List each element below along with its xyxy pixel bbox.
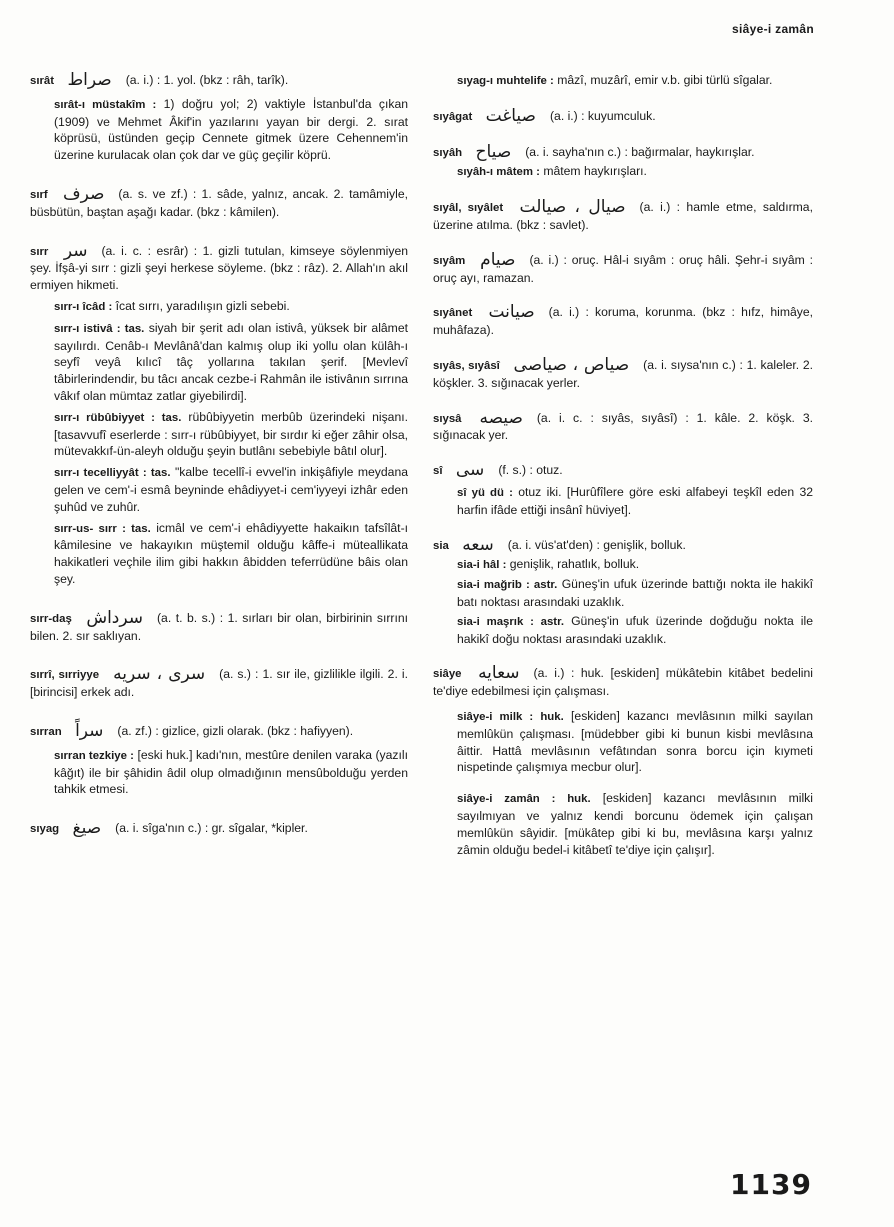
dictionary-entry [30,720,408,741]
dictionary-entry [30,409,408,460]
dictionary-entry [433,407,814,445]
right-column [433,72,813,858]
entry-definition: [eskiden] kazancı mevlâsının milki sayılmıyan ve yalnız kendi borcunu ödemek için çalışan memlûkün sâyidir. [mükâtep gibi ki bu, mevlâsına karşı yalnız zâmin olduğu bedel-i kitâbetî te'diye için çalışır]. [457,791,813,857]
dictionary-entry [30,96,408,164]
dictionary-entry [433,484,813,519]
entry-headword: sırran tezkiye : [54,749,134,762]
entry-arabic-script: صيام [480,249,516,270]
entry-definition: (a. s. ve zf.) : 1. sâde, yalnız, ancak. 2. tamâmiyle, büsbütün, baştan aşağı kadar. (bkz : kâmilen). [30,186,408,219]
dictionary-entry [30,183,408,221]
entry-arabic-script: صياح [475,141,512,162]
dictionary-entry [433,556,813,574]
entry-definition: [eski huk.] kadı'nın, mestûre denilen varaka (yazılı kâğıt) ile bir şâhidin âdil olup olmadığının mensûbolduğu yerden tahkik etmesi. [54,747,409,797]
entry-definition: Güneş'in ufuk üzerinde doğduğu nokta ile hakikî doğu noktası arasındaki uzaklık. [457,613,813,646]
entry-headword: siâye [433,668,462,681]
dictionary-entry [30,747,408,798]
entry-arabic-script: سرداش [86,607,143,628]
dictionary-entry [30,820,408,838]
entry-headword: sırf [30,188,48,201]
dictionary-entry [433,199,813,234]
entry-definition: (a. i.) : 1. yol. (bkz : râh, tarîk). [125,73,289,87]
entry-headword: sıyâm [433,254,466,267]
dictionary-entry [433,462,813,480]
entry-definition: rübûbiyyetin merbûb üzerindeki nişanı. [tasavvufî eserlerde : sırr-ı rübûbiyyet, bir sırdır ki eğer zâhir olsa, mütevakkıf-ün-aleyh olduğu şeyin butlânı sebebiyle bâtıl olur]. [54,409,408,459]
entry-headword: sırr-ı tecelliyyât : tas. [54,467,171,480]
entry-definition: genişlik, rahatlık, bolluk. [509,557,640,572]
dictionary-entry [433,708,813,776]
dictionary-entry [433,613,813,648]
entry-arabic-script: سر [63,240,88,261]
entry-definition: (a. i. vüs'at'den) : genişlik, bolluk. [507,537,686,552]
entry-arabic-script: سعايه [478,663,520,684]
entry-headword: sırât [30,75,55,87]
entry-definition: mâzî, muzârî, emir v.b. gibi türlü sîgalar. [557,73,773,87]
entry-headword: sıyâh-ı mâtem : [457,166,540,179]
entry-arabic-script: صياص ، صياصى [513,354,630,375]
dictionary-entry [30,520,408,588]
entry-arabic-script: صيانت [488,302,535,323]
dictionary-entry [433,576,813,611]
entry-headword: sıyag [30,823,60,836]
entry-definition: (a. i.) : hamle etme, saldırma, üzerine atılma. (bkz : savlet). [433,200,813,232]
entry-headword: sırr [30,245,49,258]
entry-definition: îcat sırrı, yaradılışın gizli sebebi. [115,298,290,313]
entry-headword: sıyânet [433,307,473,320]
entry-headword: sırr-ı rübûbiyyet : tas. [54,411,182,424]
entry-arabic-script: صيال ، صيالت [519,197,626,218]
entry-definition: icmâl ve cem'-i ehâdiyyette hakaikın tafsîlât-ı kâmilesine ve hakayıkın müştemil olduğu kâffe-i müteallikata hakikatleri veçhile ilim gibi hakkın âbidden teferrüdüne bâis olan şey. [54,520,409,586]
entry-headword: sia-i mağrib : astr. [457,579,558,592]
entry-definition: (a. i.) : kuyumculuk. [549,108,656,123]
entry-arabic-script: صراط [67,70,112,90]
dictionary-entry [433,141,813,162]
dictionary-entry [433,304,813,339]
entry-headword: sıysâ [433,412,462,425]
left-column [30,72,408,838]
entry-headword: sıyâs, sıyâsî [433,359,500,372]
entry-definition: siyah bir şerit adı olan istivâ, yüksek bir alâmet sayılırdı. Cenâb-ı Mevlânâ'dan kalmış olup iki yollu olan külâh-ı seyfî veyâ kılıcî tâç yollarına takılan şerif. [Mevlevî tâbirlerindendir, bu tâcı ancak cezbe-i Rahmân ile istivânın sırrına vâkıf olan mümtaz zatlar giyebilirdi]. [54,320,408,403]
entry-definition: (a. zf.) : gizlice, gizli olarak. (bkz : hafiyyen). [117,723,354,738]
entry-headword: siâye-i zamân : huk. [457,793,591,806]
entry-definition: (a. i. sayha'nın c.) : bağırmalar, haykırışlar. [525,144,755,159]
dictionary-entry [433,249,814,287]
entry-arabic-script: صياغت [485,105,536,126]
entry-arabic-script: سعه [462,534,494,555]
entry-arabic-script: صيغ [72,818,102,839]
entry-headword: sırran [30,725,62,738]
entry-headword: sî [433,465,443,478]
dictionary-entry [30,607,408,645]
entry-headword: sıyâl, sıyâlet [433,202,504,215]
entry-definition: mâtem haykırışları. [543,164,647,179]
dictionary-entry [433,354,813,392]
dictionary-entry [30,320,408,405]
entry-headword: sırrî, sırriyye [30,669,100,682]
entry-definition: (a. i. sıysa'nın c.) : 1. kaleler. 2. köşkler. 3. sığınacak yerler. [433,357,813,390]
dictionary-entry [30,240,408,294]
entry-arabic-script: صرف [62,183,105,204]
entry-headword: sıyâgat [433,110,473,123]
entry-definition: (a. i. sîga'nın c.) : gr. sîgalar, *kipler. [115,821,308,836]
entry-arabic-script: سراً [75,720,104,741]
dictionary-entry [433,105,813,126]
entry-headword: sia-i maşrık : astr. [457,615,565,628]
dictionary-entry [433,72,813,90]
dictionary-entry [433,790,813,858]
dictionary-entry [30,464,408,515]
dictionary-entry [30,72,408,90]
dictionary-entry [433,163,813,181]
dictionary-entry [433,534,813,555]
entry-definition: otuz iki. [Hurûfîlere göre eski alfabeyi teşkîl eden 32 harfin ifâde ettiği insânî hüviyet]. [457,484,814,517]
entry-definition: (a. i.) : huk. [eskiden] mükâtebin kitâbet bedelini te'diye edebilmesi için çalışması. [433,666,814,699]
entry-definition: (a. i. c. : esrâr) : 1. gizli tutulan, kimseye söylenmiyen şey. İfşâ-yi sırr : gizli şeyi herkese söyleme. (bkz : râz). 2. Allah'ın akıl ermiyen hikmeti. [30,243,408,293]
entry-definition: (a. i. c. : sıyâs, sıyâsî) : 1. kâle. 2. köşk. 3. sığınacak yer. [433,410,814,443]
running-head: siâye-i zamân [732,22,814,36]
entry-definition: (f. s.) : otuz. [498,463,563,478]
page-number: 1139 [730,1168,812,1201]
entry-arabic-script: سرى ، سريه [113,664,206,685]
entry-definition: [eskiden] kazancı mevlâsının milki sayılan memlûkün çalışması. [müdebber gibi ki bunun kisbi mevlâsına âittir. Hattâ mevlâsının vefâtından sonra borcu için kıymeti nispetinde çalışmıya mecbur olur]. [457,708,813,775]
entry-headword: siâye-i milk : huk. [457,710,564,723]
entry-headword: sıyâh [433,146,463,159]
entry-arabic-script: سى [455,460,485,481]
entry-definition: Güneş'in ufuk üzerinde battığı nokta ile hakikî batı noktası arasındaki uzaklık. [457,577,813,609]
entry-headword: sî yü dü : [457,486,513,499]
entry-definition: (a. t. b. s.) : 1. sırları bir olan, birbirinin sırrını bilen. 2. sır saklıyan. [30,610,408,643]
entry-definition: "kalbe tecellî-i evvel'in inkişâfiyle meydana gelen ve cem'-i esmâ beyninde ehâdiyyet-i cem'iyyeyi izhâr eden şuhûd ve zuhûr. [54,465,409,514]
entry-definition: (a. i.) : oruç. Hâl-i sıyâm : oruç hâli. Şehr-i sıyâm : oruç ayı, ramazan. [433,252,814,285]
entry-definition: (a. s.) : 1. sır ile, gizlilikle ilgili. 2. i. [birincisi] erkek adı. [30,667,408,700]
dictionary-entry [30,298,408,316]
entry-definition: 1) doğru yol; 2) vaktiyle İstanbul'da çıkan (1909) ve Mehmet Âkif'in yazılarını yayan bir dergi. 2. sırat köprüsü, üstünden geçip Cennete gitmek üzere Cehennem'in üzerine kurulacak olan çok dar ve güç geçilir köprü. [54,96,408,163]
entry-arabic-script: صيصه [479,407,523,428]
dictionary-entry [30,666,408,701]
entry-headword: sırr-daş [30,612,72,625]
entry-headword: sıyag-ı muhtelife : [457,75,554,87]
entry-headword: sia [433,539,449,552]
entry-definition: (a. i.) : koruma, korunma. (bkz : hıfz, himâye, muhâfaza). [433,305,814,338]
entry-headword: sırât-ı müstakîm : [54,98,157,111]
dictionary-entry [433,665,813,700]
entry-headword: sırr-ı îcâd : [54,300,113,313]
entry-headword: sia-i hâl : [457,559,507,572]
entry-headword: sırr-us- sırr : tas. [54,522,151,535]
entry-headword: sırr-ı istivâ : tas. [54,322,145,335]
